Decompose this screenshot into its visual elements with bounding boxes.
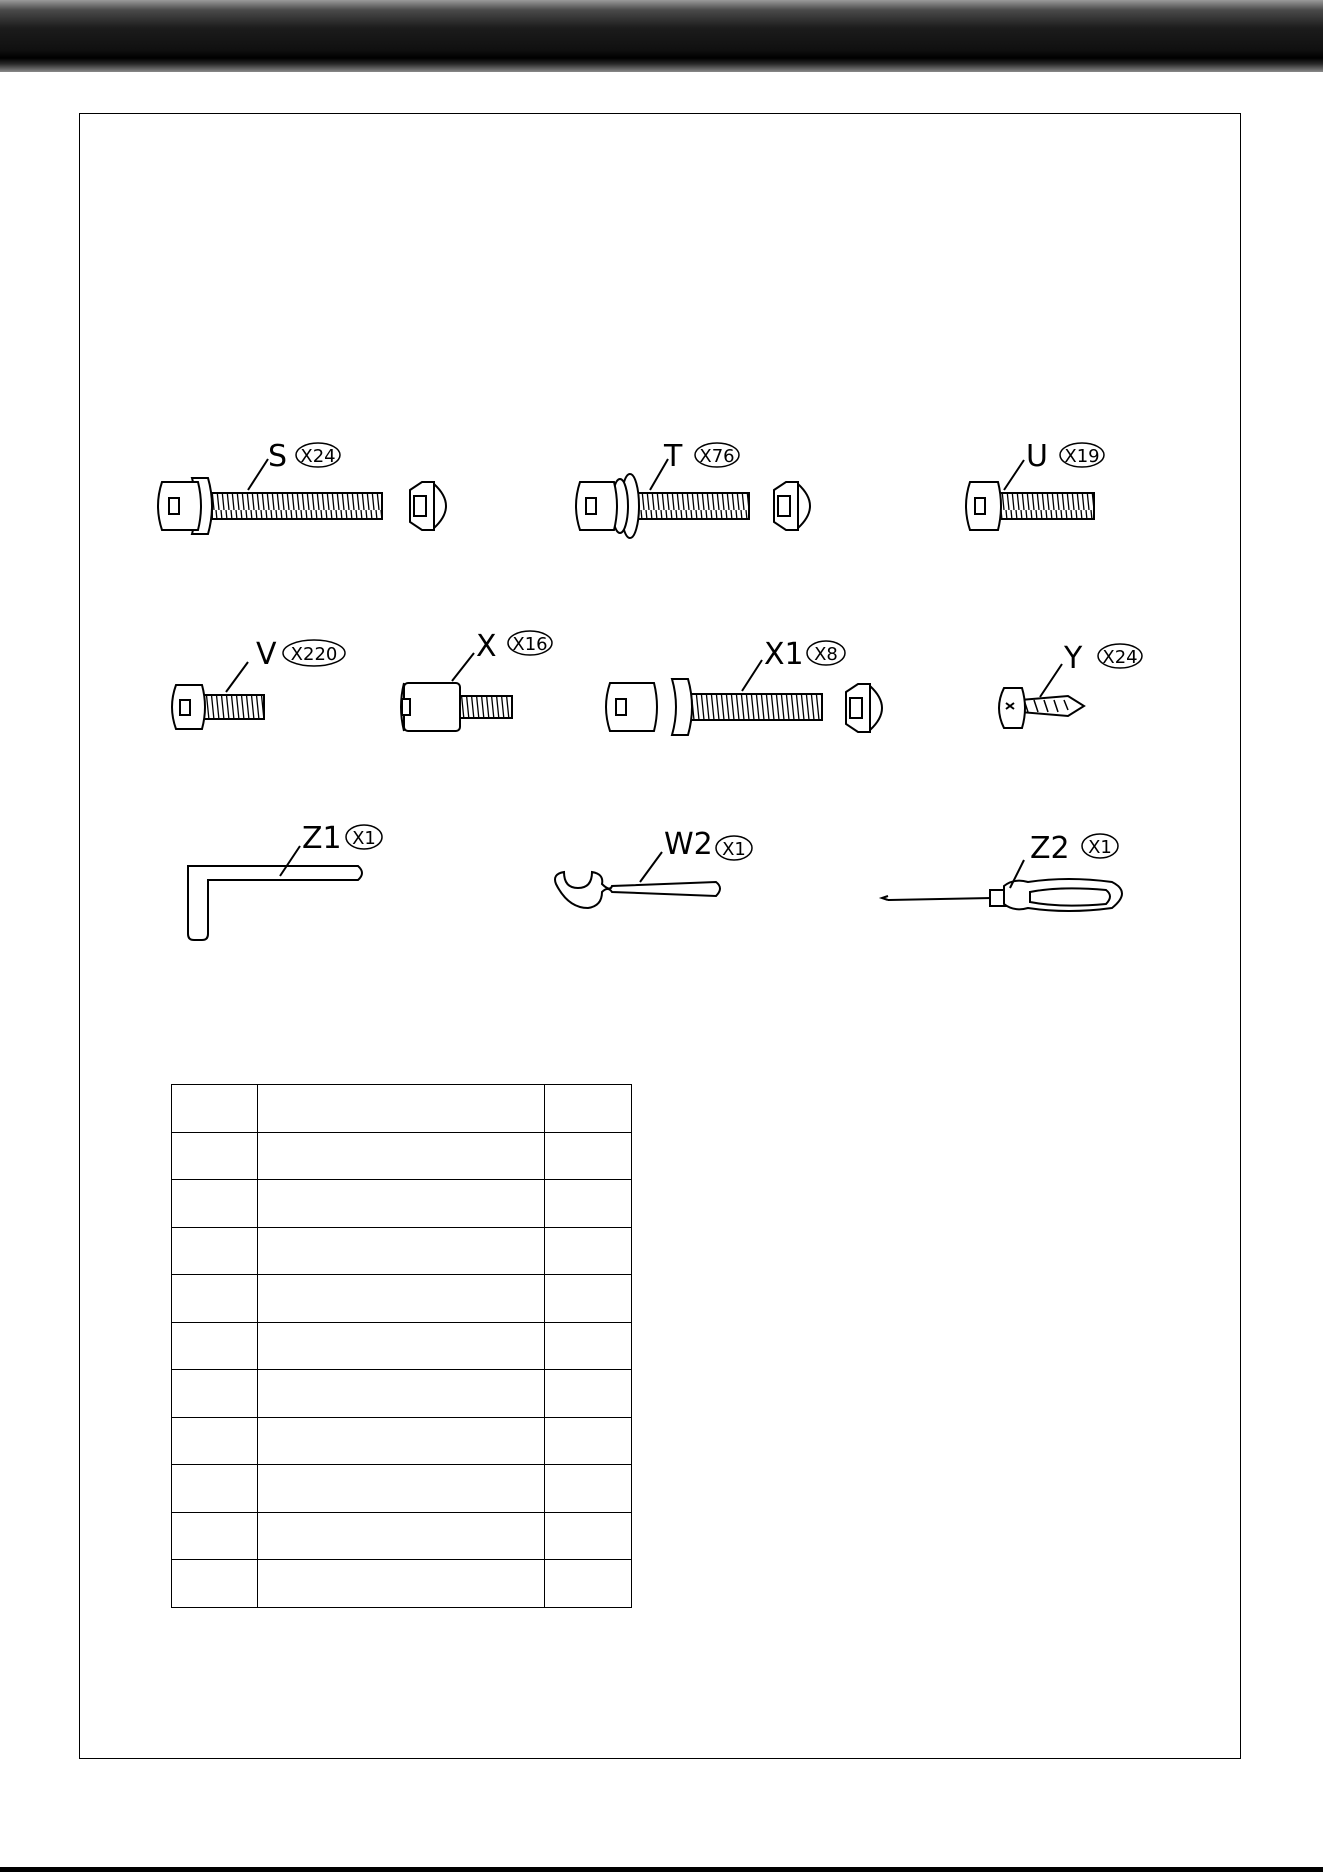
svg-text:X16: X16 <box>512 634 548 655</box>
svg-text:Z2: Z2 <box>1030 831 1070 866</box>
part-label-x <box>476 629 552 664</box>
table-cell <box>545 1417 632 1465</box>
part-label-w2 <box>664 827 752 862</box>
table-cell <box>545 1512 632 1560</box>
part-t-nut-icon <box>774 482 810 530</box>
table-cell <box>172 1417 258 1465</box>
table-cell <box>258 1180 545 1228</box>
table-cell <box>545 1322 632 1370</box>
table-cell <box>258 1370 545 1418</box>
part-label-t <box>663 439 739 474</box>
part-s-nut-icon <box>410 482 446 530</box>
table-cell <box>545 1180 632 1228</box>
svg-text:T: T <box>664 439 683 474</box>
svg-text:S: S <box>268 439 288 474</box>
svg-text:U: U <box>1026 439 1048 474</box>
svg-text:V: V <box>256 637 277 672</box>
table-cell <box>545 1465 632 1513</box>
table-row <box>172 1180 632 1228</box>
svg-text:X24: X24 <box>1102 647 1138 668</box>
table-row <box>172 1322 632 1370</box>
table-cell <box>172 1560 258 1608</box>
svg-text:X1: X1 <box>352 828 376 849</box>
table-cell <box>258 1227 545 1275</box>
svg-text:X76: X76 <box>699 446 735 467</box>
table-cell <box>258 1417 545 1465</box>
part-label-v <box>256 637 345 672</box>
table-cell <box>258 1132 545 1180</box>
table-cell <box>172 1370 258 1418</box>
svg-text:X8: X8 <box>814 644 838 665</box>
table-cell <box>172 1132 258 1180</box>
table-cell <box>258 1465 545 1513</box>
table-cell <box>545 1132 632 1180</box>
part-z2-screwdriver-icon <box>882 860 1122 911</box>
table-cell <box>172 1085 258 1133</box>
table-row <box>172 1085 632 1133</box>
table-row <box>172 1275 632 1323</box>
parts-table <box>171 1084 632 1608</box>
table-row <box>172 1227 632 1275</box>
svg-text:X1: X1 <box>1088 837 1112 858</box>
part-v-screw-icon <box>172 662 264 729</box>
table-cell <box>172 1180 258 1228</box>
table-cell <box>172 1465 258 1513</box>
part-x-spacer-icon <box>401 653 512 731</box>
svg-text:X: X <box>476 629 497 664</box>
part-label-u <box>1026 439 1104 474</box>
table-cell <box>545 1227 632 1275</box>
part-x1-nut-icon <box>846 684 882 732</box>
table-cell <box>545 1275 632 1323</box>
part-label-x1 <box>764 637 845 672</box>
table-cell <box>172 1275 258 1323</box>
part-label-z1 <box>302 821 382 856</box>
svg-text:X220: X220 <box>290 644 338 665</box>
table-row <box>172 1132 632 1180</box>
svg-text:X24: X24 <box>300 446 336 467</box>
svg-text:Z1: Z1 <box>302 821 342 856</box>
svg-text:Y: Y <box>1064 641 1083 676</box>
table-cell <box>258 1322 545 1370</box>
part-label-z2 <box>1030 831 1118 866</box>
table-cell <box>545 1370 632 1418</box>
part-t-bolt-icon <box>576 459 749 538</box>
table-row <box>172 1512 632 1560</box>
table-cell <box>172 1322 258 1370</box>
svg-text:W2: W2 <box>664 827 713 862</box>
table-row <box>172 1465 632 1513</box>
table-cell <box>545 1560 632 1608</box>
table-cell <box>258 1512 545 1560</box>
svg-text:X19: X19 <box>1064 446 1100 467</box>
svg-text:X1: X1 <box>764 637 804 672</box>
table-row <box>172 1370 632 1418</box>
table-cell <box>258 1085 545 1133</box>
table-row <box>172 1417 632 1465</box>
table-cell <box>258 1275 545 1323</box>
part-z1-hex-key-icon <box>188 846 362 940</box>
table-cell <box>172 1512 258 1560</box>
table-cell <box>172 1227 258 1275</box>
part-label-y <box>1063 641 1142 676</box>
table-cell <box>258 1560 545 1608</box>
table-row <box>172 1560 632 1608</box>
svg-text:X1: X1 <box>722 839 746 860</box>
table-cell <box>545 1085 632 1133</box>
part-label-s <box>268 439 340 474</box>
